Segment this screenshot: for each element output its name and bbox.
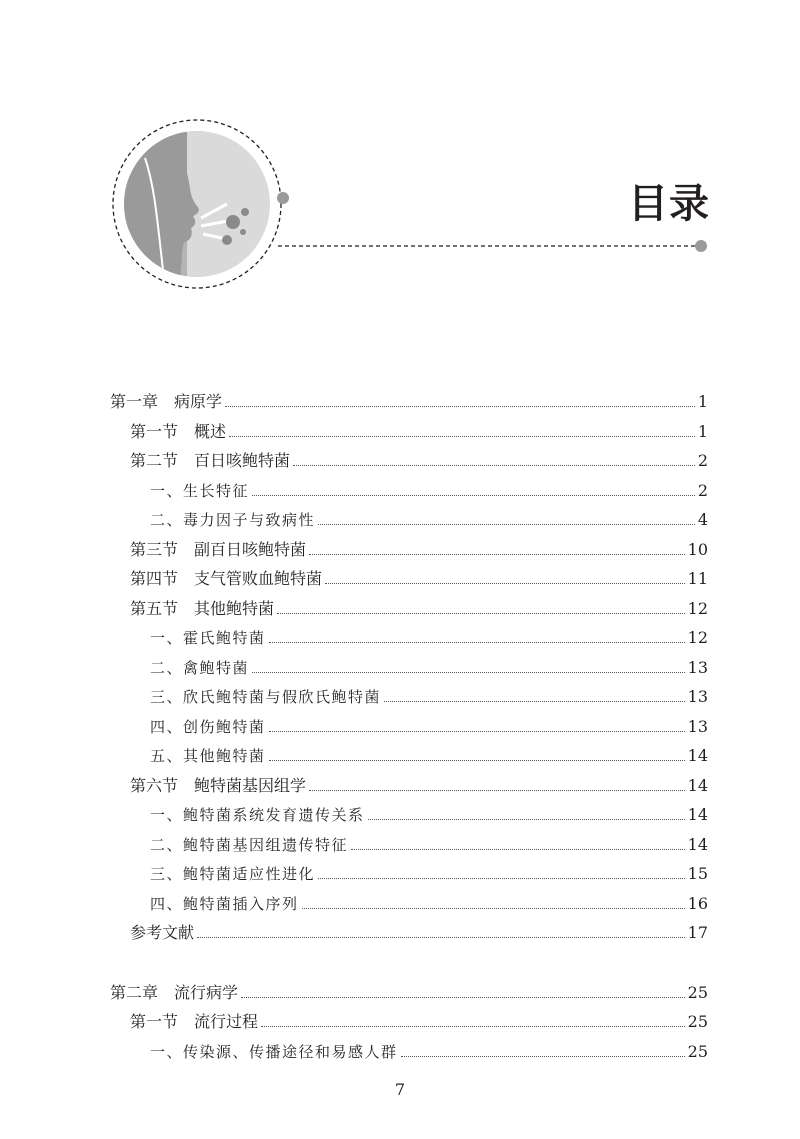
toc-dot-leader (261, 1026, 685, 1027)
toc-entry-page: 25 (687, 1012, 708, 1031)
toc-entry[interactable] (150, 742, 708, 766)
toc-entry-page: 25 (687, 1042, 708, 1061)
toc-entry-label: 第一章 病原学 (110, 392, 223, 411)
toc-entry[interactable] (150, 713, 708, 737)
ring-dot (277, 192, 289, 204)
toc-dot-leader (252, 495, 695, 496)
toc-entry-label: 二、禽鲍特菌 (150, 659, 250, 677)
toc-entry-label: 第五节 其他鲍特菌 (130, 599, 275, 618)
toc-dot-leader (309, 790, 685, 791)
toc-entry-page: 14 (687, 746, 708, 765)
toc-dot-leader (309, 554, 685, 555)
toc-entry-label: 四、鲍特菌插入序列 (150, 895, 299, 913)
toc-entry-label: 一、生长特征 (150, 482, 250, 500)
toc-entry-label: 第六节 鲍特菌基因组学 (130, 776, 307, 795)
toc-dot-leader (269, 760, 685, 761)
toc-entry-page: 16 (687, 894, 708, 913)
toc-entry-page: 13 (687, 717, 708, 736)
toc-dot-leader (401, 1056, 685, 1057)
toc-entry-page: 14 (687, 776, 708, 795)
toc-dot-leader (277, 613, 685, 614)
toc-entry[interactable] (150, 890, 708, 914)
toc-entry[interactable] (150, 506, 708, 530)
toc-dot-leader (384, 701, 685, 702)
toc-entry-page: 14 (687, 835, 708, 854)
toc-entry-label: 第一节 流行过程 (130, 1012, 259, 1031)
toc-entry-label: 第二节 百日咳鲍特菌 (130, 451, 291, 470)
toc-entry-label: 一、霍氏鲍特菌 (150, 629, 266, 647)
toc-entry[interactable] (130, 772, 708, 796)
toc-entry-page: 15 (687, 864, 708, 883)
toc-entry-page: 1 (697, 422, 708, 441)
toc-entry-page: 10 (687, 540, 708, 559)
toc-entry[interactable] (150, 624, 708, 648)
toc-entry[interactable] (130, 447, 708, 471)
toc-dot-leader (293, 465, 695, 466)
page-number: 7 (394, 1080, 406, 1099)
toc-entry-label: 四、创伤鲍特菌 (150, 718, 266, 736)
toc-dot-leader (269, 642, 685, 643)
toc-entry-page: 1 (697, 392, 708, 411)
toc-entry-page: 11 (687, 569, 708, 588)
toc-entry[interactable] (110, 979, 708, 1003)
toc-entry-page: 4 (697, 510, 708, 529)
cough-profile-icon (120, 128, 282, 288)
toc-dot-leader (351, 849, 685, 850)
toc-entry-label: 五、其他鲍特菌 (150, 747, 266, 765)
toc-entry-page: 25 (687, 983, 708, 1002)
toc-dot-leader (252, 672, 685, 673)
toc-entry-label: 三、欣氏鲍特菌与假欣氏鲍特菌 (150, 688, 382, 706)
toc-entry[interactable] (150, 831, 708, 855)
toc-entry-label: 二、鲍特菌基因组遗传特征 (150, 836, 349, 854)
toc-dot-leader (241, 997, 685, 998)
toc-entry-label: 第三节 副百日咳鲍特菌 (130, 540, 307, 559)
toc-entry-page: 12 (687, 599, 708, 618)
toc-entry-label: 第一节 概述 (130, 422, 227, 441)
toc-entry[interactable] (150, 1038, 708, 1062)
toc-entry-label: 二、毒力因子与致病性 (150, 511, 316, 529)
toc-dot-leader (197, 937, 685, 938)
line-end-dot (695, 240, 707, 252)
toc-entry-label: 第四节 支气管败血鲍特菌 (130, 569, 323, 588)
toc-entry-page: 17 (687, 923, 708, 942)
toc-entry-label: 一、传染源、传播途径和易感人群 (150, 1043, 398, 1061)
toc-dot-leader (229, 436, 695, 437)
page-title: 目录 (628, 180, 710, 227)
toc-entry[interactable] (150, 801, 708, 825)
toc-entry-page: 13 (687, 658, 708, 677)
toc-entry-label: 第二章 流行病学 (110, 983, 239, 1002)
toc-entry[interactable] (110, 388, 708, 412)
toc-entry-page: 12 (687, 628, 708, 647)
toc-entry[interactable] (150, 860, 708, 884)
toc-dot-leader (318, 878, 685, 879)
toc-entry-page: 2 (697, 451, 708, 470)
toc-entry-page: 2 (697, 481, 708, 500)
toc-entry-label: 参考文献 (130, 923, 195, 942)
toc-dot-leader (225, 406, 695, 407)
toc-entry[interactable] (150, 477, 708, 501)
toc-entry-page: 14 (687, 805, 708, 824)
toc-entry[interactable] (130, 418, 708, 442)
toc-entry[interactable] (130, 565, 708, 589)
toc-entry[interactable] (130, 595, 708, 619)
toc-entry[interactable] (150, 683, 708, 707)
toc-entry-label: 三、鲍特菌适应性进化 (150, 865, 316, 883)
toc-dot-leader (269, 731, 685, 732)
toc-dot-leader (302, 908, 685, 909)
toc-entry[interactable] (130, 536, 708, 560)
toc-entry[interactable] (130, 919, 708, 943)
toc-entry[interactable] (130, 1008, 708, 1032)
toc-dot-leader (318, 524, 695, 525)
toc-dot-leader (368, 819, 685, 820)
toc-dot-leader (325, 583, 685, 584)
toc-entry-page: 13 (687, 687, 708, 706)
toc-entry-label: 一、鲍特菌系统发育遗传关系 (150, 806, 365, 824)
toc-entry[interactable] (150, 654, 708, 678)
